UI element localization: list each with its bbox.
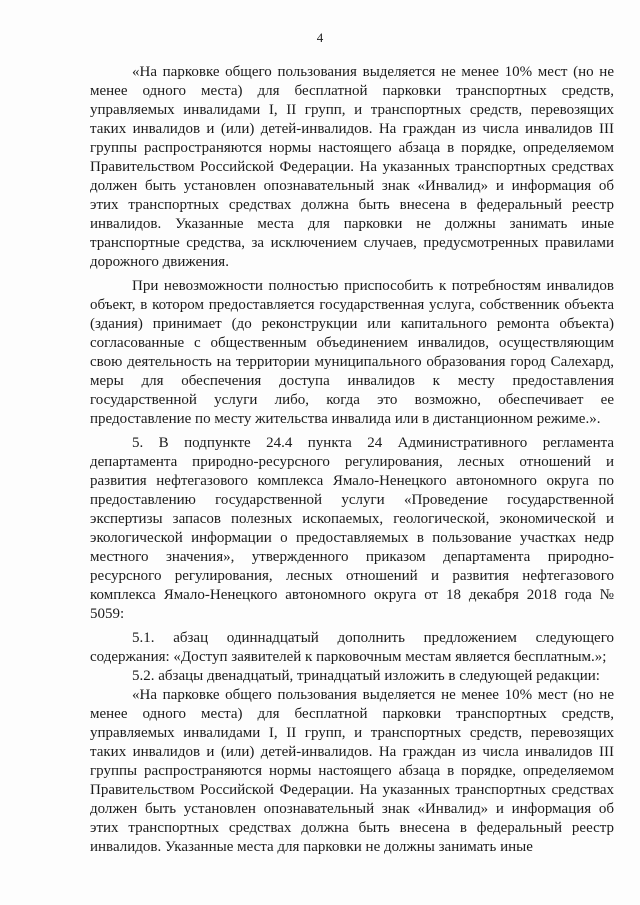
paragraph-accessibility: При невозможности полностью приспособить к потребностям инвалидов объект, в котором предоставляется государственная услуга, собственник объекта (здания) принимает (до реконструкции или капитального ремонта объекта) согласованные с общественным объединением инвалидов, осуществляющим свою деятельность на территории муниципального образования город Салехард, меры для обеспечения доступа инвалидов к месту предоставления государственной услуги либо, когда это возможно, обеспечивает ее предоставление по месту жительства инвалида или в дистанционном режиме.». <box>90 278 614 427</box>
paragraph-item-5: 5. В подпункте 24.4 пункта 24 Административного регламента департамента природно-ресурсного регулирования, лесных отношений и развития нефтегазового комплекса Ямало-Ненецкого автономного округа по предоставлению государственной услуги «Проведение государственной экспертизы запасов полезных ископаемых, геологической, экономической и экологической информации о предоставляемых в пользование участках недр местного значения», утвержденного приказом департамента природно-ресурсного регулирования, лесных отношений и развития нефтегазового комплекса Ямало-Ненецкого автономного округа от 18 декабря 2018 года № 5059: <box>90 435 614 622</box>
paragraph-item-5-1: 5.1. абзац одиннадцатый дополнить предложением следующего содержания: «Доступ заявителей к парковочным местам является бесплатным.»; <box>90 630 614 665</box>
page-number: 4 <box>316 30 324 45</box>
paragraph-parking-1: «На парковке общего пользования выделяется не менее 10% мест (но не менее одного места) для бесплатной парковки транспортных средств, управляемых инвалидами I, II групп, и транспортных средств, перевозящих таких инвалидов и (или) детей-инвалидов. На граждан из числа инвалидов III группы распространяются нормы настоящего абзаца в порядке, определяемом Правительством Российской Федерации. На указанных транспортных средствах должен быть установлен опознавательный знак «Инвалид» и информация об этих транспортных средствах должна быть внесена в федеральный реестр инвалидов. Указанные места для парковки не должны занимать иные транспортные средства, за исключением случаев, предусмотренных правилами дорожного движения. <box>90 64 614 270</box>
paragraph-parking-2: «На парковке общего пользования выделяется не менее 10% мест (но не менее одного места) для бесплатной парковки транспортных средств, управляемых инвалидами I, II групп, и транспортных средств, перевозящих таких инвалидов и (или) детей-инвалидов. На граждан из числа инвалидов III группы распространяются нормы настоящего абзаца в порядке, определяемом Правительством Российской Федерации. На указанных транспортных средствах должен быть установлен опознавательный знак «Инвалид» и информация об этих транспортных средствах должна быть внесена в федеральный реестр инвалидов. Указанные места для парковки не должны занимать иные <box>90 687 614 855</box>
document-body <box>90 63 614 857</box>
paragraph-item-5-2: 5.2. абзацы двенадцатый, тринадцатый изложить в следующей редакции: <box>132 668 600 684</box>
